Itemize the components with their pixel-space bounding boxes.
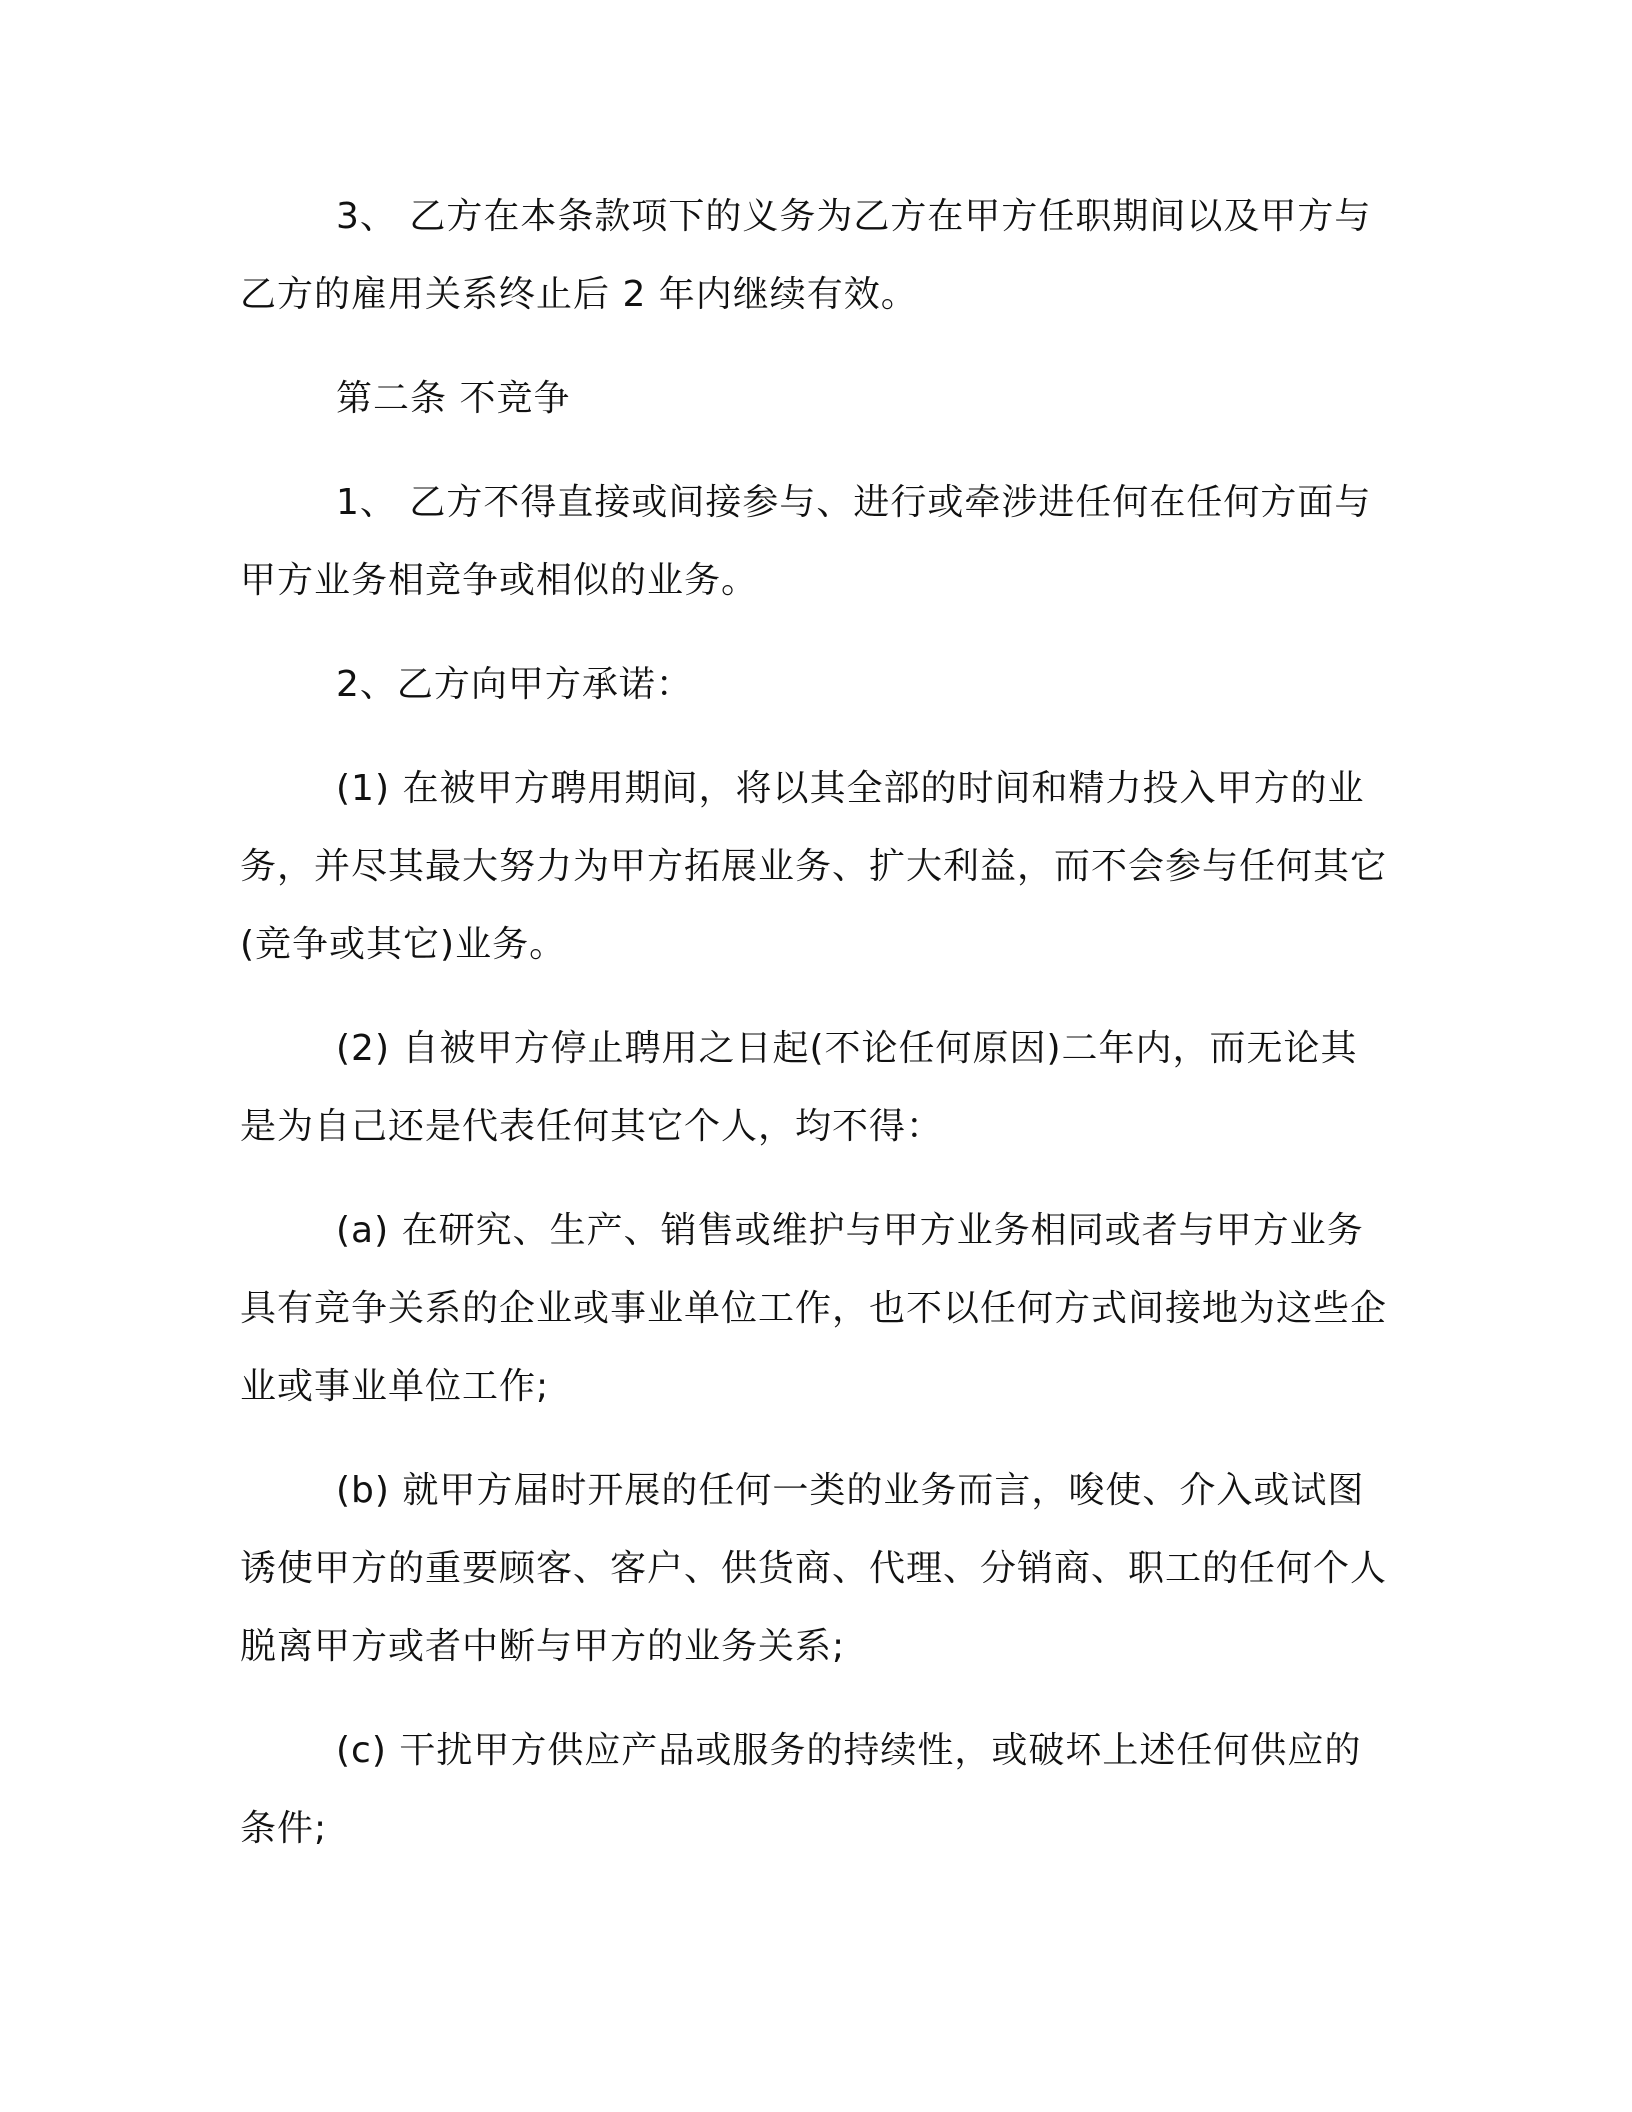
paragraph-obligation-duration: 3、 乙方在本条款项下的义务为乙方在甲方任职期间以及甲方与乙方的雇用关系终止后 2 年内继续有效。: [240, 196, 1372, 315]
paragraph-commitment-intro: 2、乙方向甲方承诺：: [336, 664, 693, 705]
article-two-heading: 第二条 不竞争: [336, 378, 571, 419]
paragraph-item-c: (c) 干扰甲方供应产品或服务的持续性，或破坏上述任何供应的条件;: [240, 1730, 1362, 1849]
paragraph-item-1: (1) 在被甲方聘用期间，将以其全部的时间和精力投入甲方的业务，并尽其最大努力为甲方拓展业务、扩大利益，而不会参与任何其它(竞争或其它)业务。: [240, 768, 1388, 965]
paragraph-item-b: (b) 就甲方届时开展的任何一类的业务而言，唆使、介入或试图诱使甲方的重要顾客、客户、供货商、代理、分销商、职工的任何个人脱离甲方或者中断与甲方的业务关系;: [240, 1470, 1388, 1667]
paragraph-non-compete-1: 1、 乙方不得直接或间接参与、进行或牵涉进任何在任何方面与甲方业务相竞争或相似的业务。: [240, 482, 1372, 601]
paragraph-item-2: (2) 自被甲方停止聘用之日起(不论任何原因)二年内，而无论其是为自己还是代表任何其它个人，均不得：: [240, 1028, 1358, 1147]
paragraph-item-a: (a) 在研究、生产、销售或维护与甲方业务相同或者与甲方业务具有竞争关系的企业或事业单位工作，也不以任何方式间接地为这些企业或事业单位工作;: [240, 1210, 1388, 1407]
